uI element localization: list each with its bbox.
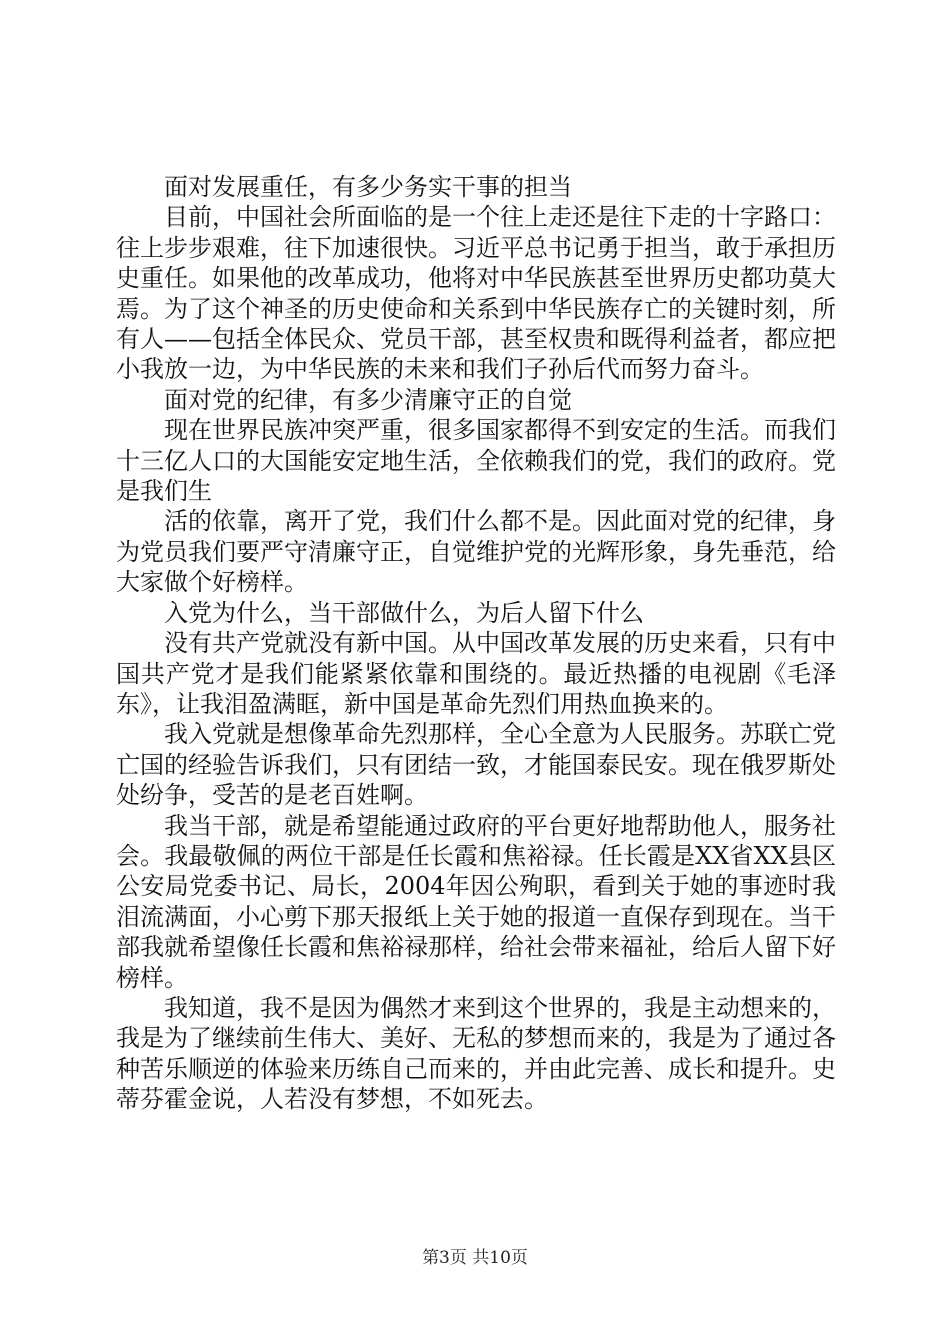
paragraph-discipline-1: 现在世界民族冲突严重，很多国家都得不到安定的生活。而我们十三亿人口的大国能安定地生活，全依赖我们的党，我们的政府。党是我们生 xyxy=(116,416,836,506)
paragraph-cadre: 我当干部，就是希望能通过政府的平台更好地帮助他人，服务社会。我最敬佩的两位干部是任长霞和焦裕禄。任长霞是XX省XX县区公安局党委书记、局长，2004年因公殉职，看到关于她的事迹时我泪流满面，小心剪下那天报纸上关于她的报道一直保存到现在。当干部我就希望像任长霞和焦裕禄那样，给社会带来福祉，给后人留下好榜样。 xyxy=(116,811,836,992)
paragraph-development: 目前，中国社会所面临的是一个往上走还是往下走的十字路口：往上步步艰难，往下加速很快。习近平总书记勇于担当，敢于承担历史重任。如果他的改革成功，他将对中华民族甚至世界历史都功莫大焉。为了这个神圣的历史使命和关系到中华民族存亡的关键时刻，所有人——包括全体民众、党员干部，甚至权贵和既得利益者，都应把小我放一边，为中华民族的未来和我们子孙后代而努力奋斗。 xyxy=(116,203,836,384)
section-heading-discipline: 面对党的纪律，有多少清廉守正的自觉 xyxy=(164,385,572,414)
section-heading-development: 面对发展重任，有多少务实干事的担当 xyxy=(164,173,572,201)
document-body xyxy=(116,172,836,1115)
paragraph-party-history: 没有共产党就没有新中国。从中国改革发展的历史来看，只有中国共产党才是我们能紧紧依靠和围绕的。最近热播的电视剧《毛泽东》，让我泪盈满眶，新中国是革命先烈们用热血换来的。 xyxy=(116,629,836,718)
section-heading-why-join: 入党为什么，当干部做什么，为后人留下什么 xyxy=(164,598,644,627)
paragraph-discipline-2: 活的依靠，离开了党，我们什么都不是。因此面对党的纪律，身为党员我们要严守清廉守正，自觉维护党的光辉形象，身先垂范，给大家做个好榜样。 xyxy=(116,507,836,597)
page-number-footer: 第3页 共10页 xyxy=(422,1248,528,1268)
paragraph-join-party: 我入党就是想像革命先烈那样，全心全意为人民服务。苏联亡党亡国的经验告诉我们，只有团结一致，才能国泰民安。现在俄罗斯处处纷争，受苦的是老百姓啊。 xyxy=(116,720,836,810)
paragraph-dream: 我知道，我不是因为偶然才来到这个世界的，我是主动想来的，我是为了继续前生伟大、美好、无私的梦想而来的，我是为了通过各种苦乐顺逆的体验来历练自己而来的，并由此完善、成长和提升。史蒂芬霍金说，人若没有梦想，不如死去。 xyxy=(116,993,836,1114)
